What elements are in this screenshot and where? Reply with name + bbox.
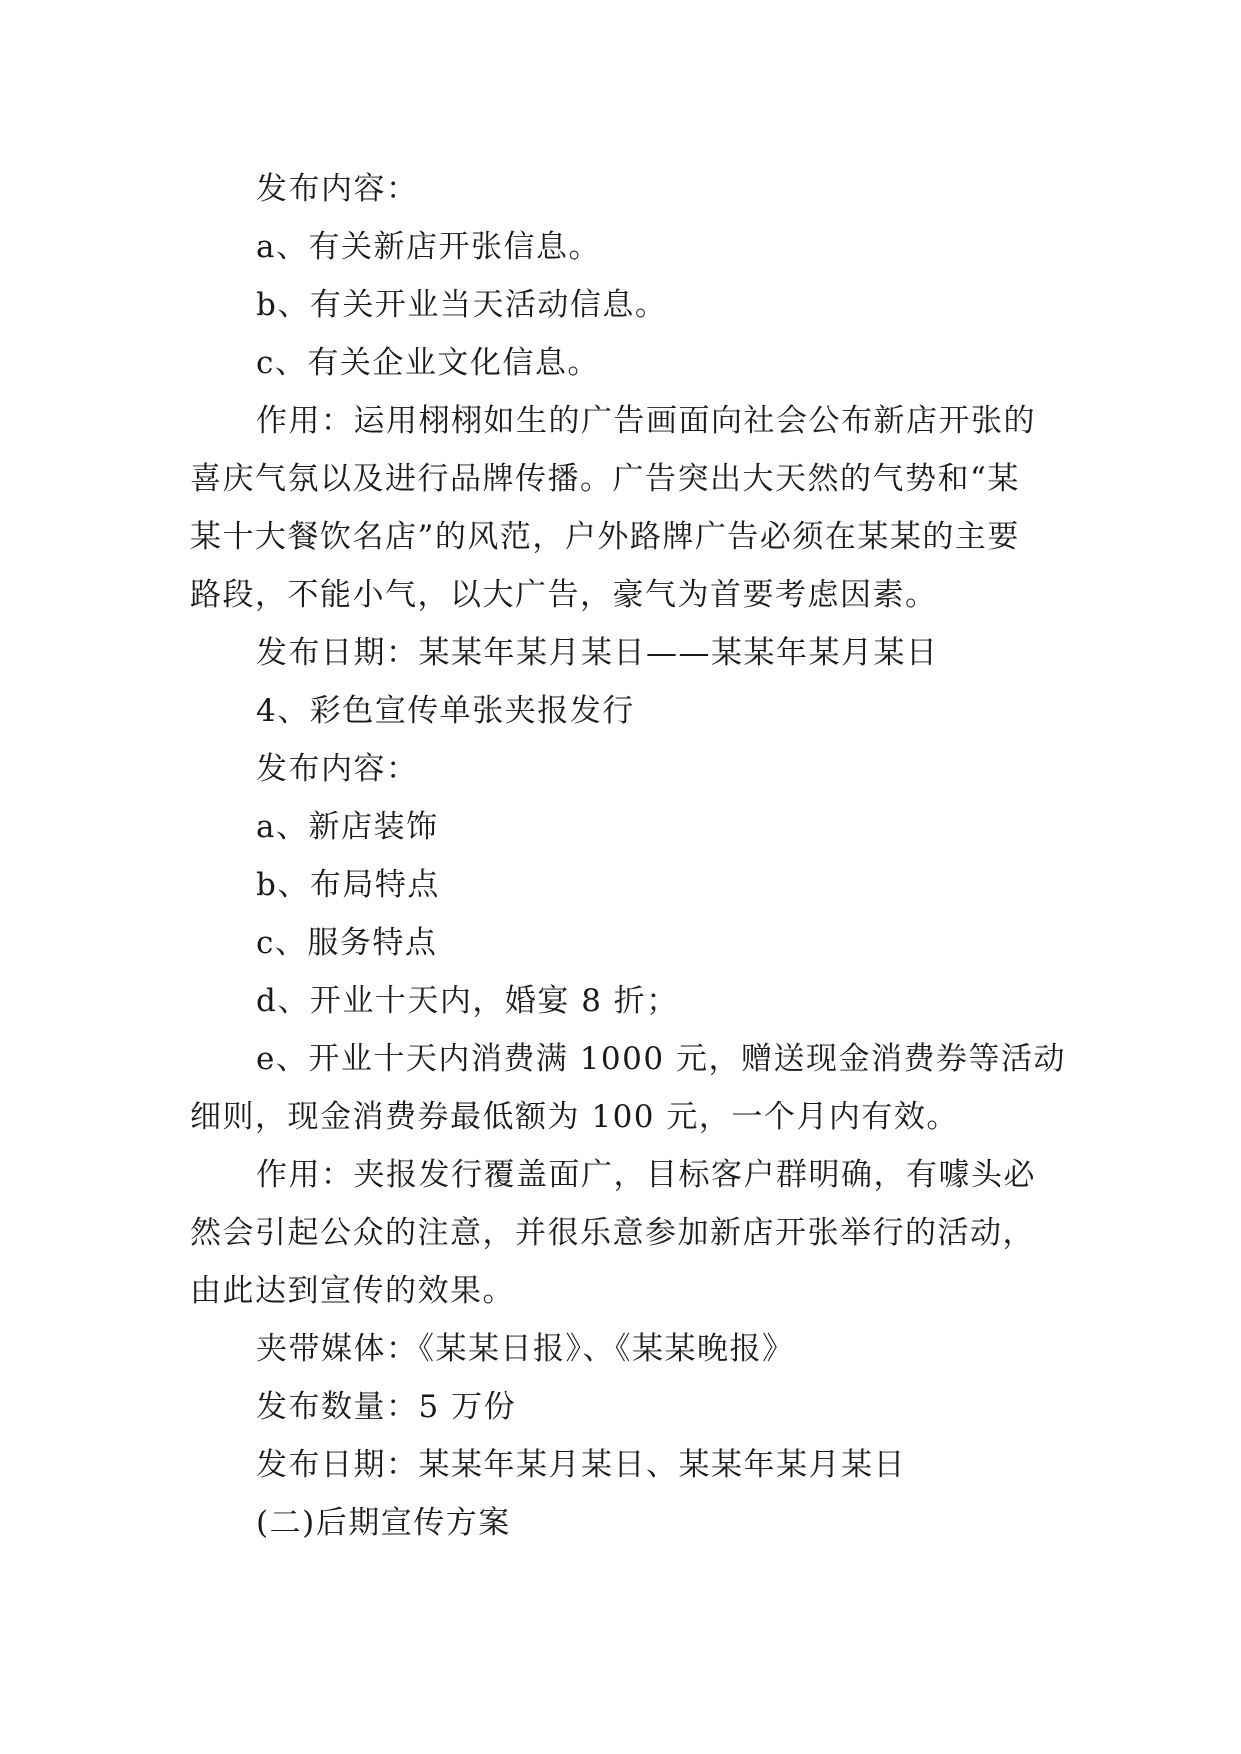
text-line: 然会引起公众的注意，并很乐意参加新店开张举行的活动， bbox=[190, 1215, 1035, 1251]
text-line: a、新店装饰 bbox=[256, 809, 439, 845]
text-line: 路段，不能小气，以大广告，豪气为首要考虑因素。 bbox=[190, 577, 938, 613]
document-body bbox=[190, 160, 1070, 1552]
text-line: 4、彩色宣传单张夹报发行 bbox=[256, 693, 635, 729]
text-line: c、服务特点 bbox=[256, 925, 438, 961]
text-line: 作用：夹报发行覆盖面广，目标客户群明确，有噱头必 bbox=[256, 1157, 1036, 1193]
text-line: 发布内容： bbox=[256, 171, 419, 207]
text-line: 由此达到宣传的效果。 bbox=[190, 1273, 515, 1309]
text-line: 发布日期：某某年某月某日、某某年某月某日 bbox=[256, 1447, 906, 1483]
text-line: 某十大餐饮名店”的风范，户外路牌广告必须在某某的主要 bbox=[190, 519, 1020, 555]
text-line: a、有关新店开张信息。 bbox=[256, 229, 601, 265]
text-line: 发布数量：5 万份 bbox=[256, 1389, 517, 1425]
text-line: e、开业十天内消费满 1000 元，赠送现金消费券等活动 bbox=[256, 1041, 1066, 1077]
text-line: (二)后期宣传方案 bbox=[256, 1505, 511, 1541]
text-line: 细则，现金消费券最低额为 100 元，一个月内有效。 bbox=[190, 1099, 959, 1135]
text-line: b、有关开业当天活动信息。 bbox=[256, 287, 668, 323]
text-line: 发布内容： bbox=[256, 751, 419, 787]
text-line: d、开业十天内，婚宴 8 折； bbox=[256, 983, 679, 1019]
text-line: 夹带媒体：《某某日报》、《某某晚报》 bbox=[256, 1331, 795, 1367]
text-line: 作用：运用栩栩如生的广告画面向社会公布新店开张的 bbox=[256, 403, 1036, 439]
text-line: c、有关企业文化信息。 bbox=[256, 345, 600, 381]
text-line: b、布局特点 bbox=[256, 867, 440, 903]
text-line: 喜庆气氛以及进行品牌传播。广告突出大天然的气势和“某 bbox=[190, 461, 1020, 497]
text-line: 发布日期：某某年某月某日——某某年某月某日 bbox=[256, 635, 939, 671]
